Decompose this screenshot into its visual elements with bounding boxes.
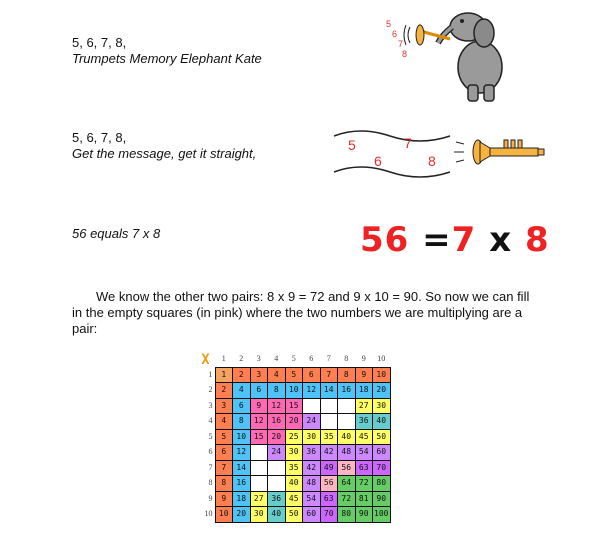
grid-row-header: 3 <box>208 400 213 410</box>
grid-cell: 1 <box>215 367 233 383</box>
grid-cell: 90 <box>355 507 373 523</box>
grid-row-header: 1 <box>208 369 213 379</box>
equation-a: 7 <box>451 220 477 260</box>
grid-cell: 7 <box>215 460 233 476</box>
equation-left: 56 <box>360 220 410 260</box>
grid-row <box>196 383 390 399</box>
grid-cell: 5 <box>285 367 303 383</box>
grid-cell: 30 <box>250 507 268 523</box>
grid-cell: 60 <box>373 445 391 461</box>
grid-cell: 8 <box>233 414 251 430</box>
grid-cell: 20 <box>233 507 251 523</box>
grid-cell: 12 <box>233 445 251 461</box>
wave-number-8: 8 <box>428 153 436 169</box>
grid-cell: 40 <box>268 507 286 523</box>
grid-cell: 36 <box>355 414 373 430</box>
grid-cell: 2 <box>215 383 233 399</box>
grid-row <box>196 367 390 383</box>
grid-cell: 6 <box>233 398 251 414</box>
grid-cell: 27 <box>250 491 268 507</box>
grid-corner-x: X <box>201 352 210 367</box>
grid-cell: 63 <box>320 491 338 507</box>
grid-cell: 15 <box>285 398 303 414</box>
grid-column-header: 2 <box>239 354 244 364</box>
stanza-3-line-1: 56 equals 7 x 8 <box>72 226 161 241</box>
grid-cell: 8 <box>338 367 356 383</box>
grid-cell: 50 <box>285 507 303 523</box>
grid-cell <box>268 476 286 492</box>
grid-cell <box>303 398 321 414</box>
grid-cell: 64 <box>338 476 356 492</box>
grid-cell: 16 <box>233 476 251 492</box>
grid-cell: 12 <box>303 383 321 399</box>
grid-cell: 36 <box>268 491 286 507</box>
grid-cell: 70 <box>320 507 338 523</box>
grid-cell: 35 <box>285 460 303 476</box>
grid-cell: 81 <box>355 491 373 507</box>
grid-cell: 12 <box>268 398 286 414</box>
grid-row <box>196 476 390 492</box>
grid-row <box>196 491 390 507</box>
grid-cell <box>250 445 268 461</box>
equation-times: x <box>489 220 513 260</box>
grid-row <box>196 398 390 414</box>
grid-cell <box>268 460 286 476</box>
grid-column-header: 1 <box>221 354 226 364</box>
grid-cell <box>250 476 268 492</box>
grid-column-header: 10 <box>377 354 386 364</box>
grid-cell: 48 <box>303 476 321 492</box>
stanza-2-line-2: Get the message, get it straight, <box>72 146 257 161</box>
grid-column-header: 4 <box>274 354 279 364</box>
grid-cell: 70 <box>373 460 391 476</box>
grid-cell <box>250 460 268 476</box>
grid-cell: 42 <box>303 460 321 476</box>
grid-cell: 45 <box>285 491 303 507</box>
grid-cell: 10 <box>233 429 251 445</box>
grid-cell: 72 <box>338 491 356 507</box>
grid-cell: 56 <box>338 460 356 476</box>
grid-cell: 9 <box>215 491 233 507</box>
stanza-2 <box>72 130 256 162</box>
grid-cell: 5 <box>215 429 233 445</box>
grid-cell: 8 <box>215 476 233 492</box>
grid-cell <box>320 414 338 430</box>
grid-cell: 36 <box>303 445 321 461</box>
grid-cell: 14 <box>320 383 338 399</box>
stanza-1 <box>72 35 262 67</box>
grid-cell: 2 <box>233 367 251 383</box>
elephant-trumpet-illustration <box>380 5 510 105</box>
grid-row-header: 4 <box>208 416 213 426</box>
grid-row <box>196 414 390 430</box>
grid-cell: 80 <box>373 476 391 492</box>
grid-cell: 54 <box>355 445 373 461</box>
grid-cell: 80 <box>338 507 356 523</box>
equation-56-equals-7x8 <box>360 220 550 260</box>
grid-row-header: 10 <box>204 509 213 519</box>
grid-column-header: 3 <box>256 354 261 364</box>
stanza-2-line-1: 5, 6, 7, 8, <box>72 130 127 145</box>
equation-equals: = <box>422 220 452 260</box>
grid-cell: 50 <box>373 429 391 445</box>
grid-column-header: 5 <box>291 354 296 364</box>
grid-cell: 35 <box>320 429 338 445</box>
grid-row-header: 9 <box>208 493 213 503</box>
grid-row-header: 5 <box>208 431 213 441</box>
grid-row <box>196 445 390 461</box>
grid-row <box>196 460 390 476</box>
grid-cell: 60 <box>303 507 321 523</box>
grid-cell: 25 <box>285 429 303 445</box>
grid-cell: 6 <box>303 367 321 383</box>
grid-cell: 6 <box>250 383 268 399</box>
grid-cell: 4 <box>233 383 251 399</box>
grid-cell: 4 <box>268 367 286 383</box>
grid-cell <box>320 398 338 414</box>
trumpet-number-5: 5 <box>386 19 392 29</box>
grid-cell: 18 <box>233 491 251 507</box>
wave-number-5: 5 <box>348 137 356 153</box>
grid-row <box>196 429 390 445</box>
grid-cell: 49 <box>320 460 338 476</box>
grid-cell: 20 <box>268 429 286 445</box>
grid-cell: 18 <box>355 383 373 399</box>
explanation-paragraph <box>72 289 542 337</box>
grid-cell: 30 <box>285 445 303 461</box>
grid-cell: 42 <box>320 445 338 461</box>
explanation-text: We know the other two pairs: 8 x 9 = 72 and 9 x 10 = 90. So now we can fill in the empty squares (in pink) where the two numbers we are multiplying are a pair: <box>72 289 530 336</box>
grid-cell: 16 <box>268 414 286 430</box>
grid-cell: 10 <box>215 507 233 523</box>
wave-trumpet-illustration <box>330 126 550 186</box>
trumpet-number-7: 7 <box>398 39 404 49</box>
grid-cell: 56 <box>320 476 338 492</box>
wave-number-7: 7 <box>404 135 412 151</box>
grid-cell: 20 <box>373 383 391 399</box>
multiplication-grid <box>196 352 391 523</box>
multiplication-table <box>196 352 391 523</box>
grid-cell <box>338 414 356 430</box>
grid-column-header: 8 <box>344 354 349 364</box>
wave-number-6: 6 <box>374 153 382 169</box>
grid-cell: 100 <box>373 507 391 523</box>
grid-cell: 3 <box>215 398 233 414</box>
grid-cell: 9 <box>250 398 268 414</box>
grid-cell: 9 <box>355 367 373 383</box>
grid-column-header: 7 <box>326 354 331 364</box>
grid-column-header: 9 <box>361 354 366 364</box>
grid-cell: 8 <box>268 383 286 399</box>
grid-cell <box>338 398 356 414</box>
grid-column-header: 6 <box>309 354 314 364</box>
grid-row-header: 2 <box>208 385 213 395</box>
grid-cell: 45 <box>355 429 373 445</box>
grid-cell: 7 <box>320 367 338 383</box>
grid-cell: 40 <box>373 414 391 430</box>
grid-cell: 14 <box>233 460 251 476</box>
grid-cell: 54 <box>303 491 321 507</box>
grid-cell: 10 <box>285 383 303 399</box>
trumpet-number-6: 6 <box>392 29 398 39</box>
stanza-3 <box>72 226 160 242</box>
grid-cell: 24 <box>268 445 286 461</box>
stanza-1-line-2: Trumpets Memory Elephant Kate <box>72 51 262 66</box>
grid-cell: 10 <box>373 367 391 383</box>
grid-row-header: 8 <box>208 478 213 488</box>
grid-cell: 12 <box>250 414 268 430</box>
grid-cell: 48 <box>338 445 356 461</box>
grid-cell: 16 <box>338 383 356 399</box>
grid-cell: 4 <box>215 414 233 430</box>
grid-cell: 90 <box>373 491 391 507</box>
grid-cell: 27 <box>355 398 373 414</box>
grid-cell: 3 <box>250 367 268 383</box>
grid-cell: 15 <box>250 429 268 445</box>
grid-cell: 40 <box>338 429 356 445</box>
trumpet-number-8: 8 <box>402 49 408 59</box>
grid-cell: 6 <box>215 445 233 461</box>
grid-cell: 30 <box>373 398 391 414</box>
grid-row <box>196 507 390 523</box>
grid-cell: 24 <box>303 414 321 430</box>
grid-cell: 40 <box>285 476 303 492</box>
equation-b: 8 <box>524 220 550 260</box>
grid-row-header: 7 <box>208 462 213 472</box>
grid-cell: 63 <box>355 460 373 476</box>
grid-row-header: 6 <box>208 447 213 457</box>
grid-cell: 20 <box>285 414 303 430</box>
grid-cell: 30 <box>303 429 321 445</box>
grid-cell: 72 <box>355 476 373 492</box>
stanza-1-line-1: 5, 6, 7, 8, <box>72 35 127 50</box>
